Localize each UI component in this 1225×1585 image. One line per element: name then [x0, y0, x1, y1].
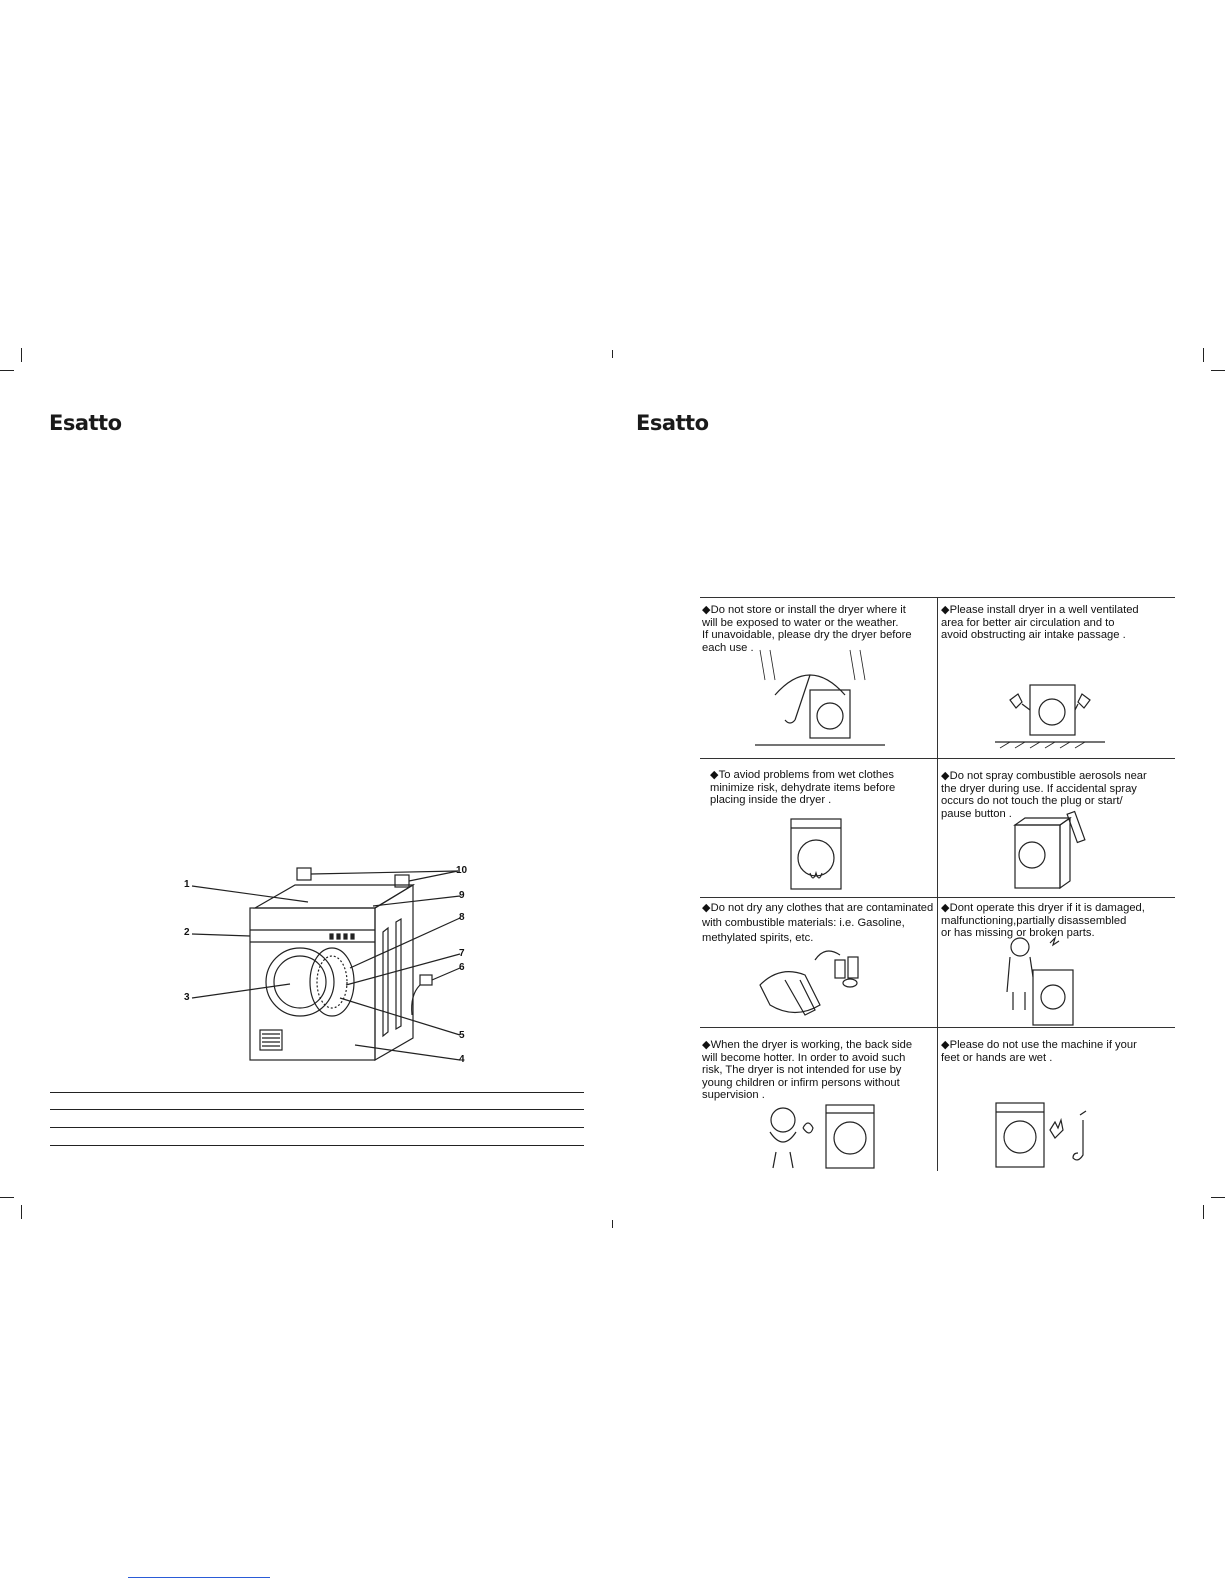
brand-logo: Esatto — [49, 411, 122, 435]
crop-mark — [1203, 1205, 1204, 1219]
ventilation-dryer-illustration — [995, 680, 1105, 750]
warning-cell: ◆When the dryer is working, the back side will become hotter. In order to avoid such risk, The dryer is not intended for use by young children or infirm persons without supervision . — [702, 1039, 913, 1101]
crop-mark — [0, 370, 14, 371]
warning-cell: ◆Do not dry any clothes that are contaminated with combustible materials: i.e. Gasoline, methylated spirits, etc. — [702, 902, 934, 944]
crop-mark — [21, 348, 22, 362]
crop-mark — [1203, 348, 1204, 362]
crop-mark — [21, 1205, 22, 1219]
crop-mark — [0, 1197, 14, 1198]
table-rule — [50, 1145, 584, 1146]
part-number-4: 4 — [459, 1054, 465, 1065]
warning-cell: ◆Dont operate this dryer if it is damaged, malfunctioning,partially disassembled or has missing or broken parts. — [941, 902, 1145, 939]
crop-mark — [612, 1220, 613, 1228]
warning-cell: ◆Please do not use the machine if your feet or hands are wet . — [941, 1039, 1137, 1064]
warning-cell: ◆Do not store or install the dryer where it will be exposed to water or the weather. If unavoidable, please dry the dryer before each use . — [702, 604, 912, 654]
part-number-5: 5 — [459, 1030, 465, 1041]
aerosol-dryer-illustration — [1010, 810, 1090, 890]
part-number-9: 9 — [459, 890, 465, 901]
wet-clothes-dryer-illustration — [790, 818, 842, 890]
warning-cell: ◆Please install dryer in a well ventilated area for better air circulation and to avoid obstructing air intake passage . — [941, 604, 1139, 641]
dryer-parts-diagram — [180, 860, 490, 1080]
wet-hands-dryer-illustration — [995, 1100, 1095, 1170]
table-rule — [50, 1092, 584, 1093]
part-number-8: 8 — [459, 912, 465, 923]
damaged-dryer-illustration — [995, 935, 1085, 1027]
umbrella-dryer-illustration — [755, 650, 885, 750]
warning-cell: ◆To aviod problems from wet clothes minimize risk, dehydrate items before placing inside the dryer . — [710, 769, 896, 806]
part-number-7: 7 — [459, 948, 465, 959]
contaminated-clothes-illustration — [755, 945, 870, 1025]
brand-logo: Esatto — [636, 411, 709, 435]
crop-mark — [1211, 1197, 1225, 1198]
table-rule — [50, 1127, 584, 1128]
part-number-3: 3 — [184, 992, 190, 1003]
child-dryer-illustration — [758, 1100, 876, 1170]
warning-cell: ◆Do not spray combustible aerosols near the dryer during use. If accidental spray occurs do not touch the plug or start/ pause button . — [941, 770, 1147, 820]
part-number-1: 1 — [184, 879, 190, 890]
crop-mark — [612, 350, 613, 358]
part-number-6: 6 — [459, 962, 465, 973]
crop-mark — [1211, 370, 1225, 371]
table-rule — [50, 1109, 584, 1110]
link-underline — [128, 1577, 270, 1578]
table-border — [937, 597, 938, 1171]
part-number-2: 2 — [184, 927, 190, 938]
part-number-10: 10 — [456, 865, 468, 876]
